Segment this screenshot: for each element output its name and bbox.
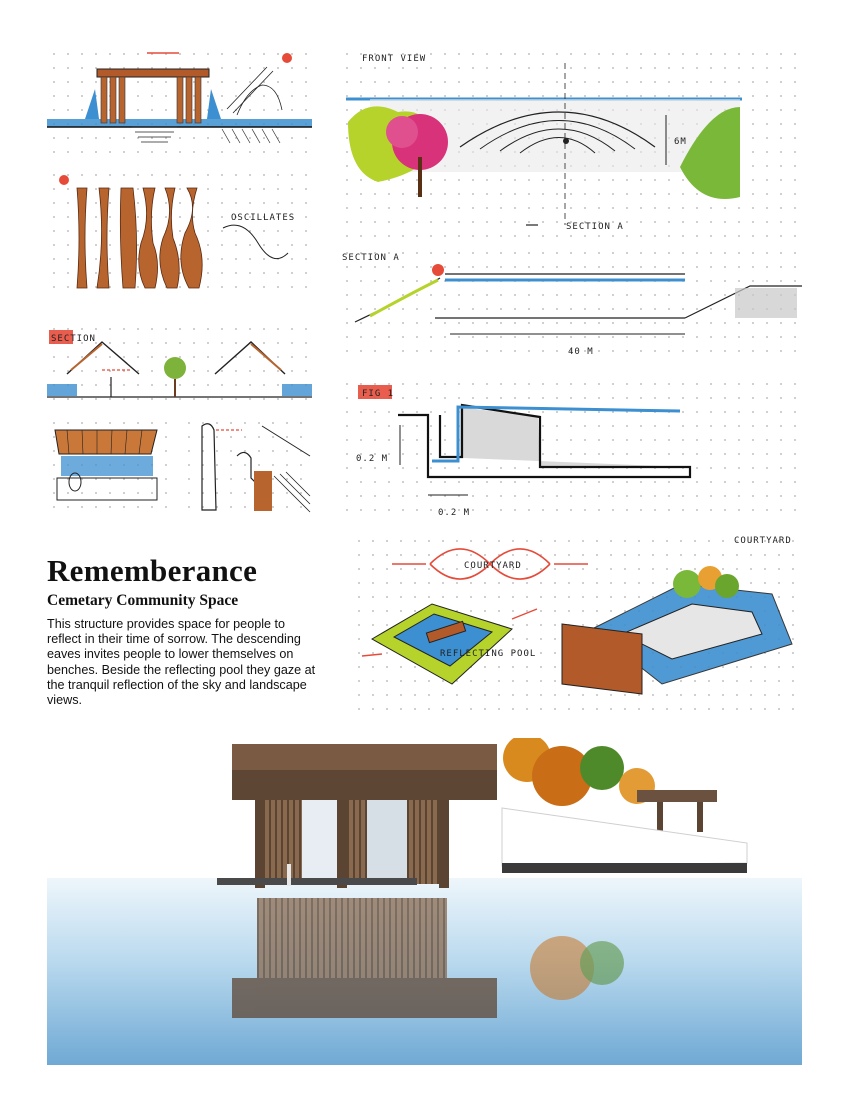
rendered-view-illustration <box>47 738 802 1065</box>
dim-vertical-label: 0.2 M <box>356 454 389 464</box>
rendered-view <box>47 738 802 1065</box>
pool-edge-detail-drawing <box>340 377 802 520</box>
length-label: 40 M <box>568 347 594 357</box>
sketch-entrance-elevation <box>47 47 312 159</box>
sketch-courtyard-axonometric <box>352 534 802 714</box>
height-label: 6M <box>674 137 687 147</box>
seated-figures-drawing <box>182 416 312 520</box>
fig-label: FIG 1 <box>362 389 395 399</box>
description-text: This structure provides space for people to reflect in their time of sorrow. The descending eaves invites people to lower themselves on benches. Beside the reflecting pool they gaze at the tranquil reflection of the sky and landscape views. <box>47 617 316 708</box>
section-a-label: SECTION A <box>342 253 400 263</box>
section-note: SECTION <box>51 334 96 344</box>
front-view-label: FRONT VIEW <box>362 54 427 64</box>
courtyard-note: COURTYARD <box>734 536 792 546</box>
roof-section-drawing <box>47 322 312 404</box>
sketch-pool-edge-detail <box>340 377 802 520</box>
page-title: Rememberance <box>47 553 258 588</box>
shelter-perspective-drawing <box>47 416 177 520</box>
sketch-shelter-perspective <box>47 416 177 520</box>
courtyard-label: COURTYARD <box>464 561 522 571</box>
sketch-seated-figures <box>182 416 312 520</box>
courtyard-axonometric-drawing <box>352 534 802 714</box>
sketch-section-a <box>340 246 802 364</box>
pool-note: REFLECTING POOL <box>440 649 537 659</box>
dim-horizontal-label: 0.2 M <box>438 508 471 518</box>
sketch-roof-section <box>47 322 312 404</box>
front-view-drawing <box>340 47 802 237</box>
sketch-front-view <box>340 47 802 237</box>
sketch-oscillating-slats <box>47 168 312 298</box>
section-a-drawing <box>340 246 802 364</box>
entrance-elevation-drawing <box>47 47 312 159</box>
oscillates-label: OSCILLATES <box>231 213 296 223</box>
oscillating-slats-drawing <box>47 168 312 298</box>
section-a-marker: SECTION A <box>566 222 624 232</box>
page-subtitle: Cemetary Community Space <box>47 592 239 609</box>
